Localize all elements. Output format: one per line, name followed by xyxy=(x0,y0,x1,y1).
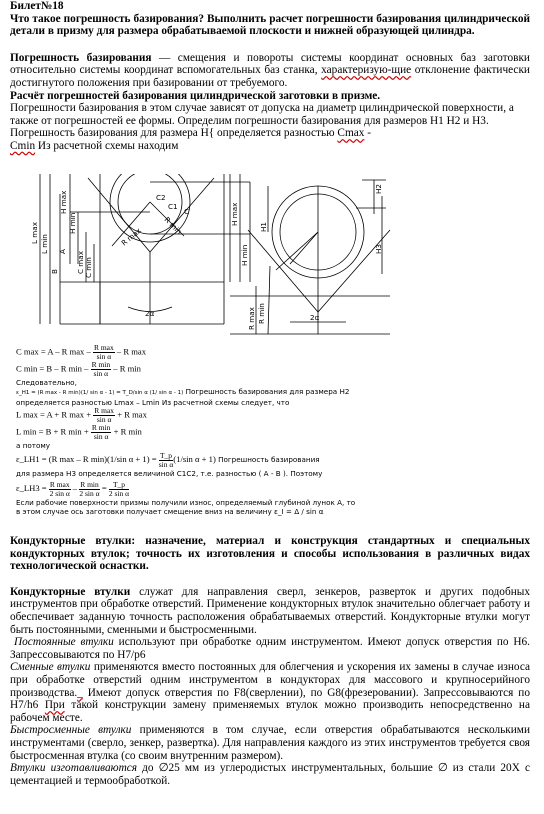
label-b: B xyxy=(50,269,59,274)
label-c: C xyxy=(184,207,190,216)
label-cmin: C min xyxy=(84,257,93,278)
label-c1: C1 xyxy=(168,202,178,211)
definition-paragraph xyxy=(10,52,530,90)
label-h1: H1 xyxy=(259,222,268,232)
label-c2: C2 xyxy=(156,193,166,202)
question-2: Кондукторные втулки: назначение, материал и конструкция стандартных и специальных кондукторных втулок; точность их изготовления и способы использования в различных видах технологической оснастки. xyxy=(10,535,530,573)
f6-den-2: 2 sin α xyxy=(79,488,100,498)
material-term: Втулки изготавливаются xyxy=(10,762,137,775)
label-rmax: R max xyxy=(119,225,143,248)
label-rmin-right: R min xyxy=(257,303,266,324)
replaceable-body-3: такой конструкции замену применяемых втулок можно производить непосредственно на рабочем месте. xyxy=(10,699,530,724)
label-lmin: L min xyxy=(40,234,49,254)
f5-fraction xyxy=(159,452,174,469)
formula-lmax xyxy=(16,407,536,424)
calc-heading: Расчёт погрешностей базирования цилиндрической заготовки в призме. xyxy=(10,89,381,102)
definition-body: — смещения и повороты системы координат основных баз заготовки относительно системы координат вспомогательных баз станка, xyxy=(10,51,530,77)
formula-text-therefore: Следовательно, xyxy=(16,378,77,387)
f5-mid: (1/sin α + 1) xyxy=(173,454,216,464)
label-alpha-right: 2α xyxy=(310,313,320,322)
f3-tail: + R max xyxy=(115,409,147,420)
question-1: Что такое погрешность базирования? Выполнить расчет погрешности базирования цилиндрической детали в призму для размера обрабатываемой плоскости и нижней образующей цилиндра. xyxy=(10,12,530,38)
f3-den: sin α xyxy=(96,415,112,424)
label-a: A xyxy=(58,249,67,254)
f1-den: sin α xyxy=(96,352,112,361)
f4-den: sin α xyxy=(93,432,109,441)
f5-lhs: ε_LH1 = (R max – R min)(1/sin α + 1) = xyxy=(16,454,159,464)
bush-paragraph xyxy=(10,586,530,636)
f2-den: sin α xyxy=(93,369,109,378)
permanent-body: используют при обработке одним инструментом. Имеют допуск отверстия по H6. Запрессовываются по H7/р6 xyxy=(10,636,530,661)
material-body: до ∅25 мм из углеродистых инструментальных, большие ∅ из стали 20Х с цементацией и термообработкой. xyxy=(10,762,530,787)
material-paragraph xyxy=(10,762,530,787)
fast-term: Быстросменные втулки xyxy=(10,724,132,737)
label-lmax: L max xyxy=(30,222,39,244)
formula-block xyxy=(16,344,536,516)
f2-fraction xyxy=(91,361,112,378)
label-hmax-right: H max xyxy=(230,202,239,226)
formula-text-difference: определяется разностью Lmax – Lmin Из расчетной схемы следует, что xyxy=(16,398,290,407)
formula-text-h3: для размера H3 определяется величиной C1C2, т.е. разностью ( A - B ). Поэтому xyxy=(16,469,323,478)
label-rmax-right: R max xyxy=(247,307,256,330)
label-h2: H2 xyxy=(374,184,383,194)
f1-tail: – R max xyxy=(114,346,147,357)
f3-lhs: L max = A + R max + xyxy=(16,409,94,420)
f1-lhs: C max = A – R max – xyxy=(16,346,93,357)
label-h3: H3 xyxy=(374,244,383,254)
fast-paragraph xyxy=(10,724,530,762)
f4-lhs: L min = B + R min + xyxy=(16,426,91,437)
f6-eq: = xyxy=(99,483,109,493)
f6-mid: – xyxy=(70,483,80,493)
f6-fraction-1 xyxy=(49,481,71,498)
formula-cmax xyxy=(16,344,536,361)
calc-cmin: Cmin xyxy=(10,139,36,152)
replaceable-body: применяются вместо постоянных для облегчения и ускорения их замены в случае износа при обработке отверстий одним инструментом в кондукторах для массового и крупносерийного производства. xyxy=(10,661,531,699)
bush-body: служат для направления сверл, зенкеров, разверток и других подобных инструментов при обработке отверстий. Применение кондукторных втулок значительно облегчает работу и обеспечивает заданную точность расположения обрабатываемых отверстий. Кондукторные втулки могут быть постоянными, сменными и быстросменными. xyxy=(10,585,530,636)
permanent-term: Постоянные втулки xyxy=(14,636,114,649)
f4-num: R min xyxy=(91,423,111,432)
calc-tail: Из расчетной схемы находим xyxy=(35,139,179,152)
f2-num: R min xyxy=(91,360,111,369)
replaceable-term: Сменные втулки xyxy=(10,661,91,674)
label-hmin-right: H min xyxy=(240,244,249,266)
ticket-number: Билет№18 xyxy=(10,0,64,12)
calc-dash: - xyxy=(364,127,371,140)
f6-den-3: 2 sin α xyxy=(108,488,130,498)
definition-squiggle: характеризую-щие xyxy=(321,64,412,77)
f6-fraction-3 xyxy=(109,481,129,498)
label-hmin: H min xyxy=(68,212,77,234)
f3-fraction xyxy=(93,407,115,424)
label-cmax: C max xyxy=(76,251,85,274)
formula-eps-h1 xyxy=(16,387,536,398)
f2-lhs: C min = B – R min – xyxy=(16,363,91,374)
f3-num: R max xyxy=(94,406,115,415)
document-page xyxy=(10,0,530,153)
label-hmax: H max xyxy=(59,190,68,214)
f6-lhs: ε_LH3 = xyxy=(16,483,49,493)
definition-tail: отклонение фактически достигнутого положения при базировании от требуемого. xyxy=(10,64,530,89)
formula-cmin xyxy=(16,361,536,378)
f6-num-1: R max xyxy=(49,479,70,489)
label-alpha-left: 2α xyxy=(145,309,155,318)
formula-text-shift: в этом случае ось заготовки получает смещение вниз на величину ε_I = Δ / sin α xyxy=(16,507,324,516)
left-diagram-labels xyxy=(30,190,249,318)
permanent-paragraph xyxy=(10,636,530,661)
eps-h1-text: Погрешность базирования для размера H2 xyxy=(183,387,350,396)
eps-h1-formula: ε_H1 = (R max - R min)(1/ sin α - 1) = T_D/sin α (1/ sin α - 1) xyxy=(16,390,184,396)
f6-den-1: 2 sin α xyxy=(49,488,70,498)
f6-num-2: R min xyxy=(80,479,99,489)
f1-fraction xyxy=(93,344,115,361)
calc-text: Погрешности базирования в этом случае зависят от допуска на диаметр цилиндрической поверхности, а также от погрешностей ее формы. Определим погрешности базирования для размеров H1 H2 и H3. Погрешность базирования для размера H{ определяется разностью xyxy=(10,102,514,140)
left-prism-scheme xyxy=(40,174,250,324)
definition-term: Погрешность базирования xyxy=(10,51,152,64)
formula-text-wear: Если рабочие поверхности призмы получили износ, определяемый глубиной лунок A, то xyxy=(16,498,356,507)
fast-body: применяются в том случае, если отверстия обрабатываются несколькими инструментами (сверло, зенкер, развертка). Для направления каждого из этих инструментов требуется своя быстросменная втулка (со своим внутренним размером). xyxy=(10,724,530,762)
f4-tail: + R min xyxy=(111,426,142,437)
bush-term: Кондукторные втулки xyxy=(10,585,131,598)
replaceable-mark: _ xyxy=(77,686,83,699)
f6-fraction-2 xyxy=(79,481,100,498)
f5-num: T_p xyxy=(159,450,173,460)
label-rmin: R min xyxy=(162,215,184,237)
calc-cmax: Cmax xyxy=(337,127,365,140)
formula-text-therefore-2: а потому xyxy=(16,441,51,450)
f5-den: sin α xyxy=(158,459,174,469)
f4-fraction xyxy=(91,424,112,441)
calc-paragraph xyxy=(10,102,530,152)
f5-text: Погрешность базирования xyxy=(215,455,320,464)
f2-tail: – R min xyxy=(111,363,141,374)
replaceable-body-2: Имеют допуск отверстия по F8(сверлении), по G8(фрезеровании). Запрессовываются по H7/h6 xyxy=(10,686,530,712)
f6-num-3: T_p xyxy=(109,481,129,490)
second-section xyxy=(10,535,530,787)
replaceable-paragraph xyxy=(10,661,530,724)
formula-lmin xyxy=(16,424,536,441)
formula-eps-lh1 xyxy=(16,450,536,469)
replaceable-pri: При xyxy=(44,699,65,712)
prism-diagram xyxy=(0,174,544,344)
formula-eps-lh3 xyxy=(16,478,536,498)
f1-num: R max xyxy=(93,343,114,352)
